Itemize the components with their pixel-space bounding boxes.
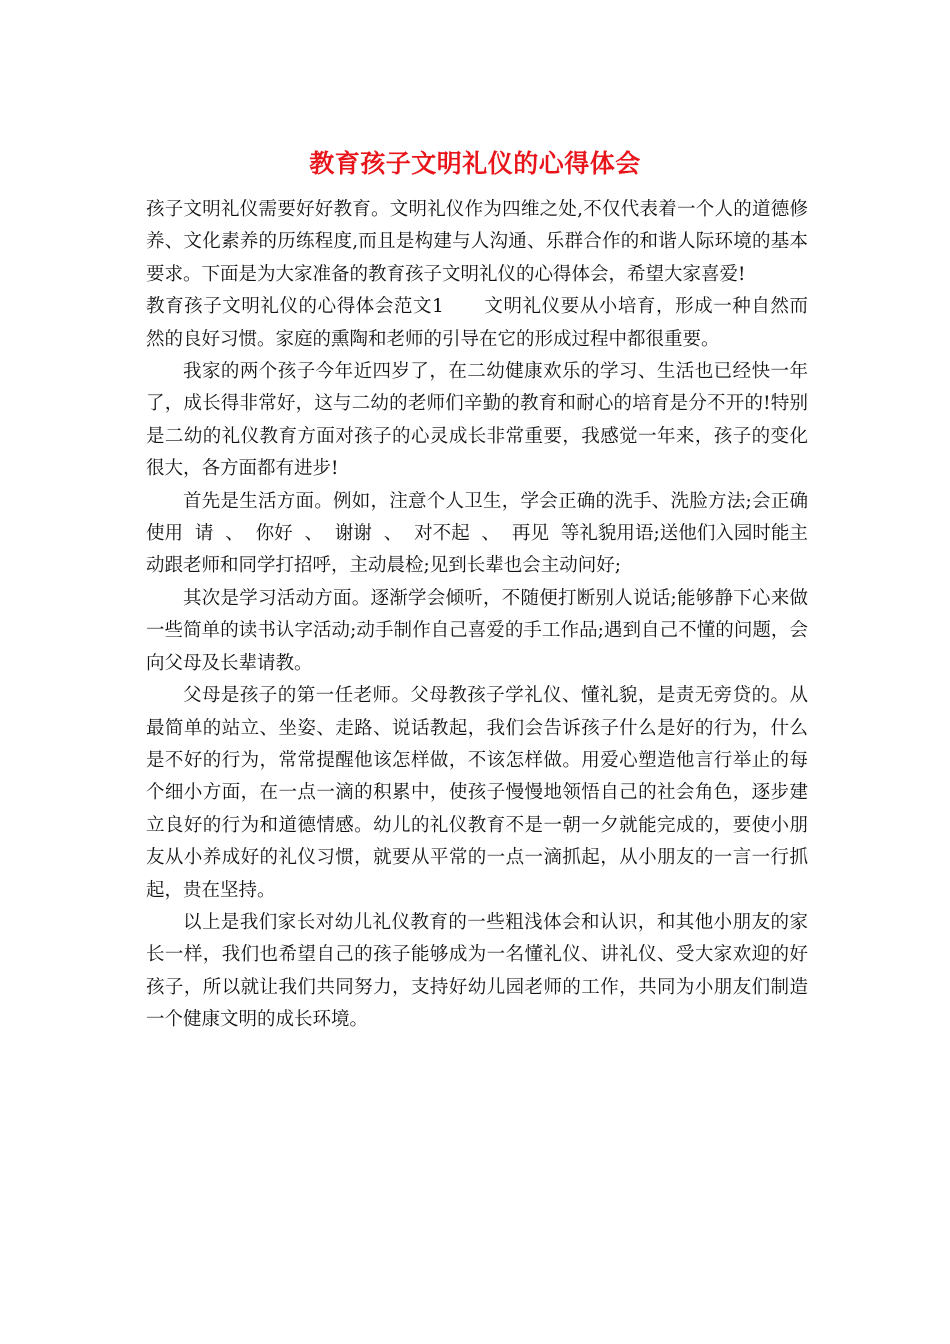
body-paragraph-4: 父母是孩子的第一任老师。父母教孩子学礼仪、懂礼貌，是责无旁贷的。从最简单的站立、坐姿、走路、说话教起，我们会告诉孩子什么是好的行为，什么是不好的行为，常常提醒他该怎样做，不该怎样做。用爱心塑造他言行举止的每个细小方面，在一点一滴的积累中，使孩子慢慢地领悟自己的社会角色，逐步建立良好的行为和道德情感。幼儿的礼仪教育不是一朝一夕就能完成的，要使小朋友从小养成好的礼仪习惯，就要从平常的一点一滴抓起，从小朋友的一言一行抓起，贵在坚持。 bbox=[146, 685, 808, 901]
intro-paragraph: 孩子文明礼仪需要好好教育。文明礼仪作为四维之处,不仅代表着一个人的道德修养、文化素养的历练程度,而且是构建与人沟通、乐群合作的和谐人际环境的基本要求。下面是为大家准备的教育孩子文明礼仪的心得体会，希望大家喜爱! bbox=[146, 199, 808, 285]
body-paragraph-2: 首先是生活方面。例如，注意个人卫生，学会正确的洗手、洗脸方法;会正确使用 请 、 你好 、 谢谢 、 对不起 、 再见 等礼貌用语;送他们入园时能主动跟老师和同学打招呼，主动晨检;见到长辈也会主动问好; bbox=[146, 490, 808, 577]
sample-heading: 教育孩子文明礼仪的心得体会范文1 bbox=[146, 296, 444, 318]
document-body bbox=[146, 194, 808, 1037]
body-paragraph-1: 我家的两个孩子今年近四岁了，在二幼健康欢乐的学习、生活也已经快一年了，成长得非常好，这与二幼的老师们辛勤的教育和耐心的培育是分不开的!特别是二幼的礼仪教育方面对孩子的心灵成长非常重要，我感觉一年来，孩子的变化很大，各方面都有进步! bbox=[146, 361, 808, 480]
sample-lead: 文明礼仪要从小培育，形成一种自然而然的良好习惯。家庭的熏陶和老师的引导在它的形成过程中都很重要。 bbox=[146, 296, 808, 350]
sample-paragraph bbox=[146, 291, 808, 356]
document-title: 教育孩子文明礼仪的心得体会 bbox=[309, 149, 641, 178]
body-paragraph-3: 其次是学习活动方面。逐渐学会倾听，不随便打断别人说话;能够静下心来做一些简单的读书认字活动;动手制作自己喜爱的手工作品;遇到自己不懂的问题，会向父母及长辈请教。 bbox=[146, 587, 808, 674]
body-paragraph-5: 以上是我们家长对幼儿礼仪教育的一些粗浅体会和认识，和其他小朋友的家长一样，我们也希望自己的孩子能够成为一名懂礼仪、讲礼仪、受大家欢迎的好孩子，所以就让我们共同努力，支持好幼儿园老师的工作，共同为小朋友们制造一个健康文明的成长环境。 bbox=[146, 911, 808, 1031]
